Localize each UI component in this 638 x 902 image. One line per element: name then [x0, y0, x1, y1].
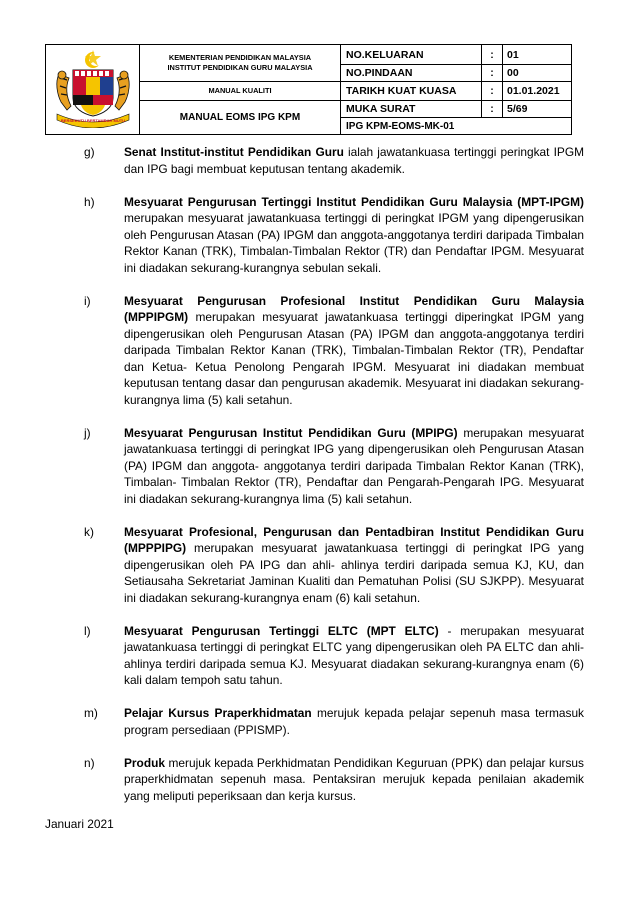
- ministry-cell: [140, 45, 341, 82]
- manual-type: MANUAL KUALITI: [140, 82, 341, 101]
- manual-title: MANUAL EOMS IPG KPM: [140, 101, 341, 135]
- definition-item: [84, 194, 584, 277]
- definition-text: merupakan mesyuarat jawatankuasa tertinggi di peringkat IPGM yang dipengerusikan oleh Pengurusan Atasan (PA) IPGM dan anggota-anggotanya terdiri daripada Timbalan Rektor Kanan (TRK), Timbalan-Timbalan Rektor (TR) dan Pendaftar IPGM. Mesyuarat ini diadakan sekurang-kurangnya sebulan sekali.: [124, 211, 584, 275]
- definition-body: [124, 623, 584, 689]
- field-colon: :: [482, 65, 503, 82]
- definition-item: [84, 705, 584, 738]
- definition-term: Mesyuarat Pengurusan Profesional Institut Pendidikan Guru Malaysia (MPPIPGM): [124, 293, 584, 324]
- definition-item: [84, 425, 584, 508]
- definition-item: [84, 755, 584, 805]
- definition-letter: i): [84, 293, 91, 308]
- logo-cell: [46, 45, 140, 135]
- field-colon: :: [482, 82, 503, 101]
- definition-body: [124, 144, 584, 177]
- definition-term: Produk: [124, 755, 165, 770]
- field-label-page: MUKA SURAT: [341, 101, 482, 118]
- field-value-effective-date: 01.01.2021: [503, 82, 572, 101]
- ministry-name: KEMENTERIAN PENDIDIKAN MALAYSIA: [168, 53, 312, 62]
- institute-name: INSTITUT PENDIDIKAN GURU MALAYSIA: [167, 63, 313, 72]
- definition-letter: l): [84, 623, 91, 638]
- definition-text: ialah jawatankuasa tertinggi peringkat IPGM dan IPG bagi membuat keputusan tentang akademik.: [124, 145, 584, 176]
- field-colon: :: [482, 101, 503, 118]
- definition-body: [124, 755, 584, 805]
- malaysia-coat-of-arms-icon: [51, 48, 135, 128]
- definition-item: [84, 524, 584, 607]
- definition-text: - merupakan mesyuarat jawatankuasa tertinggi di peringkat ELTC yang dipengerusikan oleh PA ELTC dan ahli-ahlinya terdiri daripada semua KJ. Mesyuarat diadakan sekurang-kurangnya enam (6) kali dalam tempoh satu tahun.: [124, 623, 584, 687]
- definition-body: [124, 705, 584, 738]
- definition-letter: g): [84, 145, 95, 159]
- definition-body: [124, 293, 584, 409]
- field-label-effective-date: TARIKH KUAT KUASA: [341, 82, 482, 101]
- definition-term: Mesyuarat Pengurusan Tertinggi ELTC (MPT ELTC): [124, 623, 439, 638]
- field-value-amendment-no: 00: [503, 65, 572, 82]
- field-colon: :: [482, 45, 503, 65]
- definition-term: Mesyuarat Pengurusan Institut Pendidikan Guru (MPIPG): [124, 425, 458, 440]
- definition-body: [124, 425, 584, 508]
- definitions-list: [84, 144, 584, 821]
- definition-text: merupakan mesyuarat jawatankuasa tertinggi di peringkat IPG yang dipengerusikan oleh Pengurusan Atasan (PA) IPGM dan anggota- anggotanya terdiri daripada Timbalan Rektor Kanan (TRK), Timbalan- Timbalan Rektor (TR), Pendaftar dan Pengarah-Pengarah IPG. Mesyuarat ini diadakan sekurang-kurangnya lima (5) kali setahun.: [124, 425, 585, 506]
- definition-item: [84, 144, 584, 177]
- field-label-amendment-no: NO.PINDAAN: [341, 65, 482, 82]
- definition-item: [84, 293, 584, 409]
- definition-text: merupakan mesyuarat jawatankuasa tertinggi diperingkat IPGM yang dipengerusikan oleh Pengurusan Atasan (PA) IPGM dan anggota-anggotanya terdiri daripada Timbalan Rektor Kanan (TRK), Timbalan-Timbalan Rektor (TR), Pendaftar dan Ketua- Ketua Penolong Pengarah IPGM. Mesyuarat ini diadakan membuat keputusan tentang dasar dan pengurusan akademik. Mesyuarat ini diadakan sekurang- kurangnya lima (5) kali setahun.: [124, 310, 584, 407]
- definition-text: merujuk kepada pelajar sepenuh masa termasuk program persediaan (PPISMP).: [124, 706, 584, 737]
- definition-text: merujuk kepada Perkhidmatan Pendidikan Keguruan (PPK) dan pelajar kursus praperkhidmatan sepenuh masa. Pentaksiran merujuk kepada penilaian akademik yang meliputi peperiksaan dan kerja kursus.: [124, 755, 584, 803]
- document-header: [45, 44, 572, 135]
- definition-letter: k): [84, 524, 94, 539]
- definition-term: Pelajar Kursus Praperkhidmatan: [124, 706, 312, 720]
- definition-item: [84, 623, 584, 689]
- definition-letter: h): [84, 194, 95, 209]
- definition-letter: m): [84, 706, 98, 720]
- definition-letter: j): [84, 425, 91, 440]
- definition-term: Mesyuarat Profesional, Pengurusan dan Pentadbiran Institut Pendidikan Guru (MPPPIPG): [124, 524, 584, 555]
- field-label-issue-no: NO.KELUARAN: [341, 45, 482, 65]
- document-code: IPG KPM-EOMS-MK-01: [341, 118, 572, 135]
- definition-term: Mesyuarat Pengurusan Tertinggi Institut Pendidikan Guru Malaysia (MPT-IPGM): [124, 194, 584, 209]
- footer-date: Januari 2021: [45, 817, 114, 831]
- definition-letter: n): [84, 755, 95, 770]
- definition-body: [124, 194, 584, 277]
- definition-text: merupakan mesyuarat jawatankuasa tertinggi di peringkat IPG yang dipengerusikan oleh PA IPG dan ahli- ahlinya terdiri daripada semua KJ, KU, dan Setiausaha Sekretariat Jaminan Kualiti dan Pematuhan Polisi (SU SJKPP). Mesyuarat ini diadakan sekurang-kurangnya enam (6) kali setahun.: [124, 541, 584, 605]
- emblem-motto: BERSEKUTU BERTAMBAH MUTU: [60, 118, 125, 123]
- definition-term: Senat Institut-institut Pendidikan Guru: [124, 145, 344, 159]
- definition-body: [124, 524, 584, 607]
- field-value-issue-no: 01: [503, 45, 572, 65]
- field-value-page: 5/69: [503, 101, 572, 118]
